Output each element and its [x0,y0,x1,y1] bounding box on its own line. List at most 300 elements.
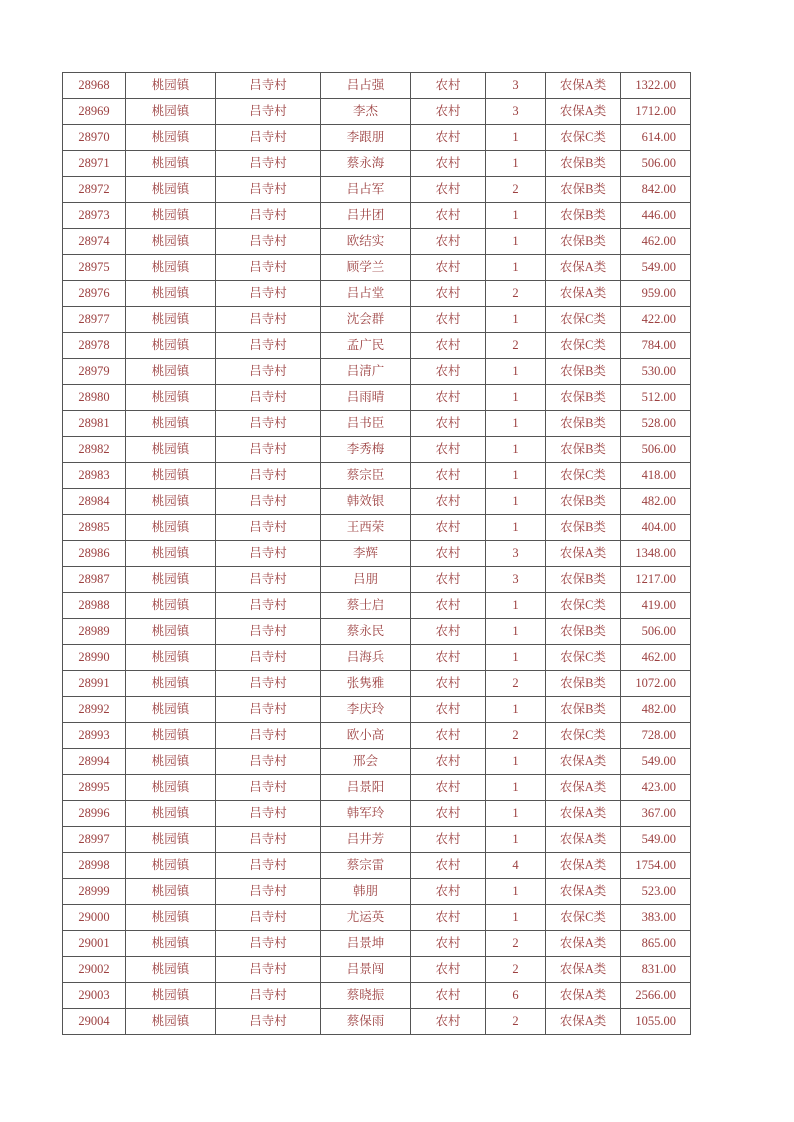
cell-residence-type: 农村 [411,801,486,827]
cell-person-count: 1 [486,463,546,489]
cell-insurance-category: 农保A类 [546,1009,621,1035]
cell-serial: 28988 [63,593,126,619]
cell-name: 吕占堂 [321,281,411,307]
cell-village: 吕寺村 [216,255,321,281]
cell-amount: 1217.00 [621,567,691,593]
cell-town: 桃园镇 [126,489,216,515]
cell-residence-type: 农村 [411,125,486,151]
cell-person-count: 1 [486,411,546,437]
cell-amount: 784.00 [621,333,691,359]
cell-town: 桃园镇 [126,281,216,307]
cell-serial: 28974 [63,229,126,255]
cell-person-count: 2 [486,671,546,697]
cell-amount: 530.00 [621,359,691,385]
cell-insurance-category: 农保A类 [546,99,621,125]
table-row [63,541,691,567]
cell-village: 吕寺村 [216,463,321,489]
cell-serial: 28987 [63,567,126,593]
cell-insurance-category: 农保C类 [546,645,621,671]
cell-name: 吕景闯 [321,957,411,983]
cell-town: 桃园镇 [126,411,216,437]
cell-person-count: 3 [486,99,546,125]
cell-village: 吕寺村 [216,983,321,1009]
cell-insurance-category: 农保B类 [546,229,621,255]
cell-town: 桃园镇 [126,879,216,905]
table-row [63,463,691,489]
table-row [63,307,691,333]
cell-amount: 482.00 [621,697,691,723]
cell-amount: 865.00 [621,931,691,957]
cell-insurance-category: 农保A类 [546,541,621,567]
cell-name: 尤运英 [321,905,411,931]
cell-serial: 28994 [63,749,126,775]
cell-insurance-category: 农保A类 [546,749,621,775]
cell-name: 蔡士启 [321,593,411,619]
cell-amount: 728.00 [621,723,691,749]
table-row [63,567,691,593]
cell-village: 吕寺村 [216,905,321,931]
cell-name: 吕景阳 [321,775,411,801]
cell-town: 桃园镇 [126,697,216,723]
cell-town: 桃园镇 [126,645,216,671]
cell-name: 蔡宗雷 [321,853,411,879]
cell-amount: 506.00 [621,437,691,463]
cell-village: 吕寺村 [216,749,321,775]
cell-serial: 28976 [63,281,126,307]
cell-serial: 28979 [63,359,126,385]
cell-residence-type: 农村 [411,905,486,931]
cell-residence-type: 农村 [411,593,486,619]
cell-amount: 512.00 [621,385,691,411]
cell-person-count: 2 [486,931,546,957]
cell-person-count: 1 [486,385,546,411]
cell-village: 吕寺村 [216,515,321,541]
cell-amount: 506.00 [621,619,691,645]
cell-residence-type: 农村 [411,697,486,723]
table-row [63,983,691,1009]
cell-town: 桃园镇 [126,931,216,957]
cell-name: 欧结实 [321,229,411,255]
table-row [63,359,691,385]
cell-insurance-category: 农保B类 [546,437,621,463]
cell-name: 吕占强 [321,73,411,99]
cell-village: 吕寺村 [216,879,321,905]
cell-village: 吕寺村 [216,281,321,307]
table-row [63,515,691,541]
cell-village: 吕寺村 [216,333,321,359]
cell-name: 吕雨晴 [321,385,411,411]
cell-serial: 28999 [63,879,126,905]
cell-amount: 959.00 [621,281,691,307]
cell-amount: 462.00 [621,645,691,671]
cell-person-count: 1 [486,593,546,619]
table-row [63,151,691,177]
cell-town: 桃园镇 [126,333,216,359]
cell-insurance-category: 农保C类 [546,593,621,619]
cell-residence-type: 农村 [411,567,486,593]
cell-village: 吕寺村 [216,957,321,983]
cell-residence-type: 农村 [411,1009,486,1035]
cell-residence-type: 农村 [411,749,486,775]
cell-name: 吕清广 [321,359,411,385]
cell-name: 蔡永海 [321,151,411,177]
cell-person-count: 2 [486,333,546,359]
cell-residence-type: 农村 [411,437,486,463]
cell-town: 桃园镇 [126,359,216,385]
cell-insurance-category: 农保C类 [546,463,621,489]
table-row [63,645,691,671]
cell-town: 桃园镇 [126,541,216,567]
cell-village: 吕寺村 [216,203,321,229]
cell-residence-type: 农村 [411,73,486,99]
cell-town: 桃园镇 [126,723,216,749]
table-row [63,125,691,151]
cell-residence-type: 农村 [411,177,486,203]
cell-amount: 842.00 [621,177,691,203]
cell-name: 蔡保雨 [321,1009,411,1035]
table-row [63,957,691,983]
cell-person-count: 1 [486,229,546,255]
cell-village: 吕寺村 [216,1009,321,1035]
table-row [63,385,691,411]
cell-name: 韩效银 [321,489,411,515]
cell-insurance-category: 农保A类 [546,775,621,801]
cell-village: 吕寺村 [216,671,321,697]
table-row [63,775,691,801]
table-row [63,801,691,827]
cell-serial: 28995 [63,775,126,801]
cell-serial: 28996 [63,801,126,827]
cell-residence-type: 农村 [411,489,486,515]
table-row [63,489,691,515]
cell-name: 李杰 [321,99,411,125]
cell-person-count: 2 [486,281,546,307]
cell-name: 张隽雅 [321,671,411,697]
cell-serial: 28975 [63,255,126,281]
cell-residence-type: 农村 [411,983,486,1009]
cell-insurance-category: 农保B类 [546,203,621,229]
cell-insurance-category: 农保B类 [546,697,621,723]
table-row [63,333,691,359]
cell-amount: 1754.00 [621,853,691,879]
cell-residence-type: 农村 [411,99,486,125]
cell-residence-type: 农村 [411,333,486,359]
cell-village: 吕寺村 [216,827,321,853]
cell-serial: 28986 [63,541,126,567]
cell-amount: 523.00 [621,879,691,905]
cell-person-count: 3 [486,541,546,567]
cell-insurance-category: 农保A类 [546,827,621,853]
cell-residence-type: 农村 [411,645,486,671]
cell-serial: 29004 [63,1009,126,1035]
cell-village: 吕寺村 [216,697,321,723]
cell-name: 李庆玲 [321,697,411,723]
table-row [63,229,691,255]
cell-person-count: 1 [486,203,546,229]
cell-village: 吕寺村 [216,489,321,515]
table-row [63,437,691,463]
cell-serial: 29002 [63,957,126,983]
cell-serial: 28985 [63,515,126,541]
cell-serial: 28973 [63,203,126,229]
cell-serial: 28993 [63,723,126,749]
cell-person-count: 1 [486,151,546,177]
cell-amount: 1712.00 [621,99,691,125]
cell-town: 桃园镇 [126,905,216,931]
cell-serial: 28997 [63,827,126,853]
cell-amount: 506.00 [621,151,691,177]
cell-person-count: 2 [486,723,546,749]
cell-serial: 28972 [63,177,126,203]
cell-residence-type: 农村 [411,723,486,749]
cell-village: 吕寺村 [216,385,321,411]
cell-name: 李跟朋 [321,125,411,151]
cell-name: 韩军玲 [321,801,411,827]
cell-amount: 462.00 [621,229,691,255]
cell-person-count: 1 [486,515,546,541]
table-row [63,827,691,853]
cell-serial: 28984 [63,489,126,515]
cell-amount: 419.00 [621,593,691,619]
cell-residence-type: 农村 [411,385,486,411]
cell-person-count: 2 [486,957,546,983]
cell-serial: 29001 [63,931,126,957]
cell-village: 吕寺村 [216,437,321,463]
table-row [63,177,691,203]
cell-residence-type: 农村 [411,203,486,229]
cell-residence-type: 农村 [411,619,486,645]
cell-name: 蔡晓振 [321,983,411,1009]
table-row [63,905,691,931]
cell-residence-type: 农村 [411,151,486,177]
cell-insurance-category: 农保C类 [546,723,621,749]
cell-residence-type: 农村 [411,359,486,385]
cell-village: 吕寺村 [216,307,321,333]
cell-amount: 549.00 [621,749,691,775]
table-row [63,671,691,697]
cell-village: 吕寺村 [216,645,321,671]
cell-residence-type: 农村 [411,411,486,437]
cell-town: 桃园镇 [126,671,216,697]
cell-insurance-category: 农保B类 [546,671,621,697]
cell-town: 桃园镇 [126,125,216,151]
cell-person-count: 1 [486,359,546,385]
cell-town: 桃园镇 [126,255,216,281]
cell-name: 吕海兵 [321,645,411,671]
cell-village: 吕寺村 [216,619,321,645]
cell-residence-type: 农村 [411,775,486,801]
cell-name: 蔡永民 [321,619,411,645]
cell-insurance-category: 农保C类 [546,307,621,333]
table-row [63,411,691,437]
cell-town: 桃园镇 [126,73,216,99]
table-body [63,73,691,1035]
cell-amount: 549.00 [621,255,691,281]
cell-village: 吕寺村 [216,151,321,177]
cell-residence-type: 农村 [411,229,486,255]
cell-serial: 28998 [63,853,126,879]
cell-serial: 28968 [63,73,126,99]
cell-town: 桃园镇 [126,749,216,775]
cell-person-count: 1 [486,307,546,333]
table-row [63,255,691,281]
cell-name: 邢会 [321,749,411,775]
table-row [63,1009,691,1035]
cell-insurance-category: 农保A类 [546,801,621,827]
cell-insurance-category: 农保A类 [546,73,621,99]
cell-serial: 28989 [63,619,126,645]
cell-insurance-category: 农保C类 [546,333,621,359]
cell-serial: 29003 [63,983,126,1009]
cell-town: 桃园镇 [126,567,216,593]
cell-village: 吕寺村 [216,593,321,619]
cell-serial: 29000 [63,905,126,931]
table-row [63,593,691,619]
cell-insurance-category: 农保B类 [546,177,621,203]
table-row [63,931,691,957]
cell-person-count: 6 [486,983,546,1009]
cell-village: 吕寺村 [216,73,321,99]
cell-town: 桃园镇 [126,177,216,203]
cell-insurance-category: 农保A类 [546,931,621,957]
table-row [63,879,691,905]
cell-village: 吕寺村 [216,541,321,567]
table-row [63,281,691,307]
records-table [62,72,691,1035]
cell-town: 桃园镇 [126,307,216,333]
cell-insurance-category: 农保B类 [546,385,621,411]
cell-village: 吕寺村 [216,775,321,801]
cell-name: 沈会群 [321,307,411,333]
table-row [63,697,691,723]
cell-insurance-category: 农保B类 [546,151,621,177]
cell-person-count: 1 [486,489,546,515]
table-row [63,853,691,879]
cell-insurance-category: 农保C类 [546,905,621,931]
cell-person-count: 1 [486,437,546,463]
cell-amount: 418.00 [621,463,691,489]
cell-residence-type: 农村 [411,931,486,957]
cell-village: 吕寺村 [216,801,321,827]
cell-residence-type: 农村 [411,853,486,879]
cell-amount: 423.00 [621,775,691,801]
cell-name: 吕景坤 [321,931,411,957]
cell-name: 韩朋 [321,879,411,905]
cell-serial: 28971 [63,151,126,177]
cell-residence-type: 农村 [411,515,486,541]
cell-name: 王西荣 [321,515,411,541]
cell-amount: 446.00 [621,203,691,229]
cell-person-count: 1 [486,749,546,775]
cell-village: 吕寺村 [216,723,321,749]
cell-name: 欧小高 [321,723,411,749]
cell-person-count: 3 [486,567,546,593]
cell-name: 李辉 [321,541,411,567]
cell-residence-type: 农村 [411,827,486,853]
cell-amount: 1055.00 [621,1009,691,1035]
cell-person-count: 1 [486,697,546,723]
cell-name: 孟广民 [321,333,411,359]
cell-residence-type: 农村 [411,307,486,333]
cell-town: 桃园镇 [126,827,216,853]
cell-amount: 482.00 [621,489,691,515]
cell-amount: 1348.00 [621,541,691,567]
cell-town: 桃园镇 [126,437,216,463]
cell-village: 吕寺村 [216,125,321,151]
cell-amount: 367.00 [621,801,691,827]
table-row [63,99,691,125]
cell-serial: 28978 [63,333,126,359]
table-row [63,749,691,775]
cell-town: 桃园镇 [126,801,216,827]
cell-village: 吕寺村 [216,931,321,957]
cell-person-count: 2 [486,1009,546,1035]
cell-serial: 28970 [63,125,126,151]
cell-person-count: 1 [486,905,546,931]
cell-insurance-category: 农保C类 [546,125,621,151]
cell-town: 桃园镇 [126,775,216,801]
cell-town: 桃园镇 [126,593,216,619]
cell-town: 桃园镇 [126,463,216,489]
cell-town: 桃园镇 [126,229,216,255]
cell-person-count: 1 [486,645,546,671]
cell-town: 桃园镇 [126,151,216,177]
cell-village: 吕寺村 [216,177,321,203]
cell-amount: 549.00 [621,827,691,853]
cell-person-count: 4 [486,853,546,879]
cell-person-count: 1 [486,801,546,827]
cell-residence-type: 农村 [411,541,486,567]
cell-name: 顾学兰 [321,255,411,281]
cell-town: 桃园镇 [126,619,216,645]
cell-serial: 28982 [63,437,126,463]
cell-name: 吕书臣 [321,411,411,437]
cell-town: 桃园镇 [126,983,216,1009]
cell-name: 吕占军 [321,177,411,203]
cell-insurance-category: 农保B类 [546,359,621,385]
cell-serial: 28983 [63,463,126,489]
cell-village: 吕寺村 [216,229,321,255]
cell-insurance-category: 农保B类 [546,619,621,645]
cell-person-count: 2 [486,177,546,203]
cell-insurance-category: 农保A类 [546,281,621,307]
cell-amount: 1322.00 [621,73,691,99]
cell-residence-type: 农村 [411,671,486,697]
cell-amount: 614.00 [621,125,691,151]
cell-name: 吕井芳 [321,827,411,853]
cell-town: 桃园镇 [126,385,216,411]
cell-person-count: 1 [486,619,546,645]
cell-insurance-category: 农保B类 [546,411,621,437]
cell-residence-type: 农村 [411,255,486,281]
cell-town: 桃园镇 [126,853,216,879]
table-row [63,203,691,229]
cell-serial: 28991 [63,671,126,697]
cell-village: 吕寺村 [216,567,321,593]
cell-person-count: 1 [486,827,546,853]
cell-serial: 28969 [63,99,126,125]
cell-person-count: 1 [486,879,546,905]
cell-person-count: 3 [486,73,546,99]
cell-town: 桃园镇 [126,1009,216,1035]
cell-insurance-category: 农保B类 [546,489,621,515]
cell-amount: 2566.00 [621,983,691,1009]
cell-amount: 383.00 [621,905,691,931]
cell-insurance-category: 农保A类 [546,853,621,879]
cell-name: 吕井团 [321,203,411,229]
cell-town: 桃园镇 [126,957,216,983]
cell-village: 吕寺村 [216,99,321,125]
